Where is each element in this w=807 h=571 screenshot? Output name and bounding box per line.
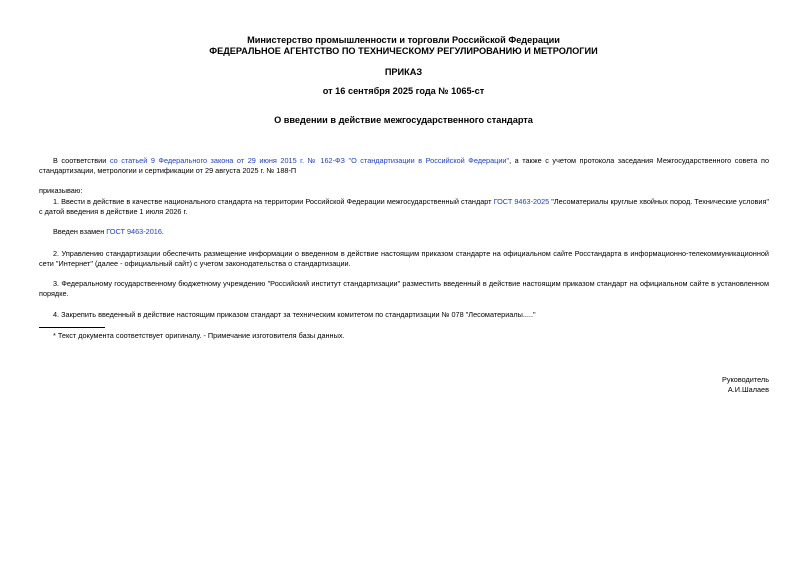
document-type: ПРИКАЗ — [384, 67, 423, 77]
item-4-paragraph: 4. Закрепить введенный в действие настоящим приказом стандарт за техническим комитетом по стандартизации № 078 "Лесоматериалы....." — [53, 310, 536, 319]
item-2-paragraph: 2. Управлению стандартизации обеспечить размещение информации о введенном в действие настоящим приказом стандарте на официальном сайте Росстандарта в информационно-телекоммуникационной сети "Интернет" (далее - официальный сайт) с учетом законодательства о стандартизации. — [39, 249, 769, 268]
ministry-title: Министерство промышленности и торговли Российской Федерации — [247, 35, 560, 45]
preamble-paragraph — [39, 156, 769, 176]
replaced-standard-paragraph — [39, 227, 769, 237]
document-date-number: от 16 сентября 2025 года № 1065-ст — [322, 86, 485, 96]
item-1-text-end: "Лесоматериалы круглые хвойных пород. Технические условия" с датой введения в действие 1 июля 2026 г. — [39, 197, 769, 216]
preamble-text-start: В соответствии — [53, 156, 110, 165]
item-3-paragraph: 3. Федеральному государственному бюджетному учреждению "Российский институт стандартизации" разместить введенный в действие настоящим приказом стандарт на официальном сайте в установленном порядке. — [39, 279, 769, 298]
item-1-paragraph — [39, 197, 769, 217]
replaced-text-start: Введен взамен — [53, 227, 107, 236]
preamble-text-end: , а также с учетом протокола заседания Межгосударственного совета по стандартизации, метрологии и сертификации от 29 августа 2025 г. № 188-П — [39, 156, 770, 175]
footnote: * Текст документа соответствует оригиналу. - Примечание изготовителя базы данных. — [53, 331, 345, 340]
order-word: приказываю: — [39, 186, 83, 195]
gost-2025-link[interactable]: ГОСТ 9463-2025 — [493, 197, 550, 206]
agency-title: ФЕДЕРАЛЬНОЕ АГЕНТСТВО ПО ТЕХНИЧЕСКОМУ РЕГУЛИРОВАНИЮ И МЕТРОЛОГИИ — [209, 46, 598, 56]
item-1-text-start: 1. Ввести в действие в качестве национального стандарта на территории Российской Федерации межгосударственный стандарт — [53, 197, 494, 206]
document-subject: О введении в действие межгосударственного стандарта — [274, 115, 533, 125]
replaced-text-end: . — [161, 227, 164, 236]
signatory-title: Руководитель — [721, 375, 769, 384]
federal-law-link[interactable]: со статьей 9 Федерального закона от 29 июня 2015 г. № 162-ФЗ "О стандартизации в Российской Федерации" — [109, 156, 510, 165]
footnote-divider — [39, 327, 105, 328]
signatory-name: А.И.Шалаев — [727, 385, 769, 394]
gost-2016-link[interactable]: ГОСТ 9463-2016 — [106, 227, 162, 236]
